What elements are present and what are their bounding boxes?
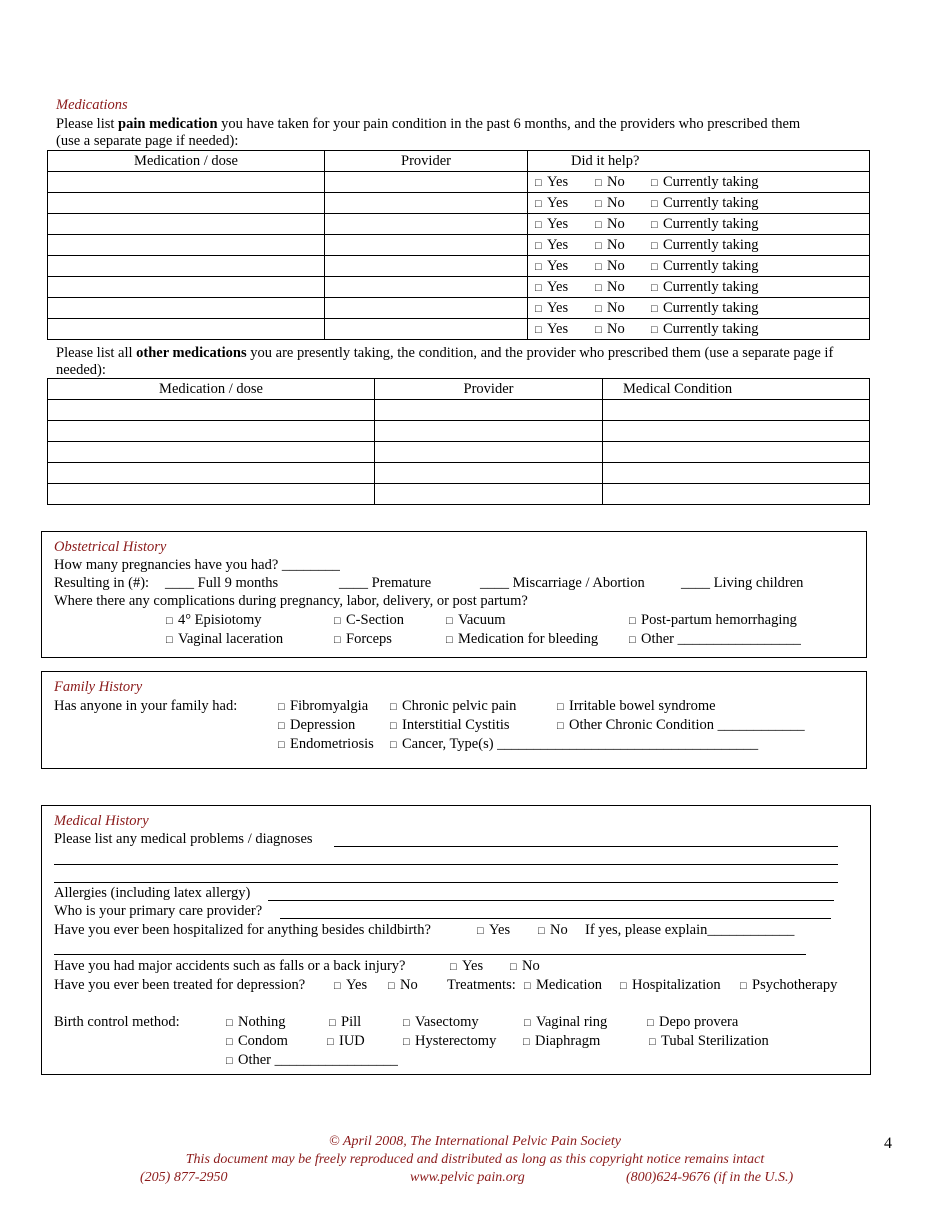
family-other-chronic[interactable]: □ Other Chronic Condition ____________ (557, 717, 805, 733)
help-currently-taking[interactable]: □ Currently taking (651, 172, 758, 193)
checkbox-icon[interactable]: □ (620, 980, 627, 992)
table-row (48, 421, 870, 442)
family-interstitial-cystitis[interactable]: □ Interstitial Cystitis (390, 717, 510, 733)
did-it-help-cell (528, 235, 870, 256)
pain-med-intro-line2: (use a separate page if needed): (56, 133, 239, 149)
checkbox-icon[interactable]: □ (446, 615, 453, 627)
table-row (48, 256, 870, 277)
provider-cell[interactable] (325, 214, 528, 235)
checkbox-icon[interactable]: □ (651, 177, 658, 189)
other-col-provider: Provider (375, 379, 603, 400)
checkbox-icon[interactable]: □ (557, 720, 564, 732)
medication-dose-cell[interactable] (48, 235, 325, 256)
table-row (48, 277, 870, 298)
medication-dose-cell[interactable] (48, 277, 325, 298)
help-yes[interactable]: □ Yes (535, 277, 568, 298)
family-chronic-pelvic-pain[interactable]: □ Chronic pelvic pain (390, 698, 517, 714)
treatment-hospitalization[interactable]: □ Hospitalization (620, 977, 721, 993)
checkbox-icon[interactable]: □ (595, 303, 602, 315)
complication-other[interactable]: □ Other _________________ (629, 631, 801, 647)
checkbox-icon[interactable]: □ (278, 701, 285, 713)
checkbox-icon[interactable]: □ (651, 261, 658, 273)
footer-notice: This document may be freely reproduced and distributed as long as this copyright notice remains intact (185, 1152, 765, 1167)
help-no[interactable]: □ No (595, 319, 625, 340)
complication-episiotomy[interactable]: □ 4° Episiotomy (166, 612, 262, 628)
help-yes[interactable]: □ Yes (535, 298, 568, 319)
provider-cell[interactable] (325, 298, 528, 319)
checkbox-icon[interactable]: □ (595, 240, 602, 252)
checkbox-icon[interactable]: □ (535, 177, 542, 189)
help-currently-taking[interactable]: □ Currently taking (651, 256, 758, 277)
family-title: Family History (54, 679, 143, 695)
checkbox-icon[interactable]: □ (595, 219, 602, 231)
complication-vacuum[interactable]: □ Vacuum (446, 612, 506, 628)
provider-cell[interactable] (325, 319, 528, 340)
help-currently-taking[interactable]: □ Currently taking (651, 319, 758, 340)
obstetrical-title: Obstetrical History (54, 539, 167, 555)
checkbox-icon[interactable]: □ (651, 303, 658, 315)
checkbox-icon[interactable]: □ (278, 739, 285, 751)
provider-cell[interactable] (375, 463, 603, 484)
checkbox-icon[interactable]: □ (595, 261, 602, 273)
treatment-medication[interactable]: □ Medication (524, 977, 603, 993)
checkbox-icon[interactable]: □ (403, 1017, 410, 1029)
checkbox-icon[interactable]: □ (651, 240, 658, 252)
help-no[interactable]: □ No (595, 172, 625, 193)
checkbox-icon[interactable]: □ (535, 219, 542, 231)
medication-dose-cell[interactable] (48, 256, 325, 277)
checkbox-icon[interactable]: □ (390, 701, 397, 713)
allergies-question: Allergies (including latex allergy) (54, 885, 251, 901)
checkbox-icon[interactable]: □ (524, 1017, 531, 1029)
checkbox-icon[interactable]: □ (388, 980, 395, 992)
medication-dose-cell[interactable] (48, 442, 375, 463)
checkbox-icon[interactable]: □ (535, 282, 542, 294)
depression-yes[interactable]: □ Yes (334, 977, 368, 993)
resulting-miscarriage[interactable]: ____ Miscarriage / Abortion (480, 575, 645, 591)
checkbox-icon[interactable]: □ (523, 1036, 530, 1048)
checkbox-icon[interactable]: □ (651, 219, 658, 231)
medication-dose-cell[interactable] (48, 319, 325, 340)
table-row (48, 463, 870, 484)
hospitalized-question: Have you ever been hospitalized for anything besides childbirth? (54, 922, 431, 938)
bc-other[interactable]: □ Other _________________ (226, 1052, 398, 1068)
medication-dose-cell[interactable] (48, 400, 375, 421)
accidents-no[interactable]: □ No (510, 958, 540, 974)
medical-condition-cell[interactable] (603, 463, 870, 484)
bc-iud[interactable]: □ IUD (327, 1033, 365, 1049)
footer-copyright: © April 2008, The International Pelvic Pain Society (329, 1134, 621, 1149)
other-col-medication: Medication / dose (48, 379, 375, 400)
pain-medication-table (47, 150, 870, 340)
checkbox-icon[interactable]: □ (535, 303, 542, 315)
did-it-help-cell (528, 319, 870, 340)
checkbox-icon[interactable]: □ (390, 720, 397, 732)
medical-condition-cell[interactable] (603, 442, 870, 463)
checkbox-icon[interactable]: □ (166, 634, 173, 646)
accidents-question: Have you had major accidents such as falls or a back injury? (54, 958, 406, 974)
table-row (48, 400, 870, 421)
table-row (48, 298, 870, 319)
checkbox-icon[interactable]: □ (651, 324, 658, 336)
bc-pill[interactable]: □ Pill (329, 1014, 362, 1030)
pregnancies-question[interactable]: How many pregnancies have you had? ________ (54, 557, 340, 573)
page-number: 4 (884, 1135, 892, 1152)
hospitalized-explain[interactable]: If yes, please explain____________ (585, 922, 795, 938)
help-no[interactable]: □ No (595, 256, 625, 277)
medical-condition-cell[interactable] (603, 484, 870, 505)
other-medication-table (47, 378, 870, 505)
depression-question: Have you ever been treated for depression? (54, 977, 306, 993)
checkbox-icon[interactable]: □ (278, 720, 285, 732)
pain-col-helped: Did it help? (528, 151, 870, 172)
bc-vaginal-ring[interactable]: □ Vaginal ring (524, 1014, 608, 1030)
checkbox-icon[interactable]: □ (595, 282, 602, 294)
medical-problems-line[interactable] (334, 846, 838, 847)
did-it-help-cell (528, 298, 870, 319)
help-no[interactable]: □ No (595, 193, 625, 214)
table-row (48, 193, 870, 214)
other-med-intro-line2: needed): (56, 362, 106, 378)
family-fibromyalgia[interactable]: □ Fibromyalgia (278, 698, 369, 714)
help-no[interactable]: □ No (595, 277, 625, 298)
medication-dose-cell[interactable] (48, 463, 375, 484)
family-question: Has anyone in your family had: (54, 698, 238, 714)
medication-dose-cell[interactable] (48, 214, 325, 235)
table-row (48, 214, 870, 235)
medication-dose-cell[interactable] (48, 484, 375, 505)
checkbox-icon[interactable]: □ (651, 282, 658, 294)
did-it-help-cell (528, 277, 870, 298)
help-no[interactable]: □ No (595, 235, 625, 256)
complication-forceps[interactable]: □ Forceps (334, 631, 392, 647)
provider-cell[interactable] (325, 256, 528, 277)
medical-condition-cell[interactable] (603, 421, 870, 442)
pcp-line[interactable] (280, 918, 831, 919)
other-med-intro: Please list all other medications you are presently taking, the condition, and the provider who prescribed them (use a separate page if (56, 345, 834, 361)
table-row (48, 235, 870, 256)
birth-control-label: Birth control method: (54, 1014, 180, 1030)
help-yes[interactable]: □ Yes (535, 319, 568, 340)
table-row (48, 319, 870, 340)
checkbox-icon[interactable]: □ (629, 615, 636, 627)
checkbox-icon[interactable]: □ (226, 1017, 233, 1029)
checkbox-icon[interactable]: □ (535, 324, 542, 336)
provider-cell[interactable] (375, 442, 603, 463)
did-it-help-cell (528, 193, 870, 214)
treatments-label: Treatments: (447, 977, 516, 993)
did-it-help-cell (528, 214, 870, 235)
checkbox-icon[interactable]: □ (535, 240, 542, 252)
checkbox-icon[interactable]: □ (535, 261, 542, 273)
checkbox-icon[interactable]: □ (477, 925, 484, 937)
medication-dose-cell[interactable] (48, 193, 325, 214)
bc-tubal-sterilization[interactable]: □ Tubal Sterilization (649, 1033, 769, 1049)
allergies-line[interactable] (268, 900, 834, 901)
help-no[interactable]: □ No (595, 298, 625, 319)
footer-website[interactable]: www.pelvic pain.org (410, 1170, 525, 1185)
medical-problems-line-2[interactable] (54, 864, 838, 865)
did-it-help-cell (528, 172, 870, 193)
bc-nothing[interactable]: □ Nothing (226, 1014, 286, 1030)
table-row (48, 172, 870, 193)
medication-dose-cell[interactable] (48, 172, 325, 193)
treatment-psychotherapy[interactable]: □ Psychotherapy (740, 977, 838, 993)
help-yes[interactable]: □ Yes (535, 214, 568, 235)
complication-laceration[interactable]: □ Vaginal laceration (166, 631, 284, 647)
provider-cell[interactable] (325, 193, 528, 214)
help-yes[interactable]: □ Yes (535, 172, 568, 193)
checkbox-icon[interactable]: □ (595, 177, 602, 189)
resulting-premature[interactable]: ____ Premature (339, 575, 432, 591)
accidents-yes[interactable]: □ Yes (450, 958, 484, 974)
checkbox-icon[interactable]: □ (226, 1055, 233, 1067)
footer-phone-local: (205) 877-2950 (140, 1170, 228, 1185)
checkbox-icon[interactable]: □ (327, 1036, 334, 1048)
checkbox-icon[interactable]: □ (595, 198, 602, 210)
bc-depo-provera[interactable]: □ Depo provera (647, 1014, 739, 1030)
medication-dose-cell[interactable] (48, 421, 375, 442)
resulting-full-term[interactable]: ____ Full 9 months (165, 575, 279, 591)
checkbox-icon[interactable]: □ (446, 634, 453, 646)
help-currently-taking[interactable]: □ Currently taking (651, 277, 758, 298)
family-endometriosis[interactable]: □ Endometriosis (278, 736, 374, 752)
resulting-label: Resulting in (#): (54, 575, 150, 591)
family-ibs[interactable]: □ Irritable bowel syndrome (557, 698, 716, 714)
checkbox-icon[interactable]: □ (595, 324, 602, 336)
hospitalized-yes[interactable]: □ Yes (477, 922, 511, 938)
pcp-question: Who is your primary care provider? (54, 903, 263, 919)
provider-cell[interactable] (375, 400, 603, 421)
help-currently-taking[interactable]: □ Currently taking (651, 298, 758, 319)
help-currently-taking[interactable]: □ Currently taking (651, 193, 758, 214)
medication-dose-cell[interactable] (48, 298, 325, 319)
provider-cell[interactable] (325, 235, 528, 256)
hospitalized-explain-line[interactable] (54, 954, 806, 955)
resulting-living-children[interactable]: ____ Living children (681, 575, 804, 591)
checkbox-icon[interactable]: □ (629, 634, 636, 646)
help-yes[interactable]: □ Yes (535, 193, 568, 214)
table-row (48, 484, 870, 505)
checkbox-icon[interactable]: □ (334, 980, 341, 992)
complication-medication-bleeding[interactable]: □ Medication for bleeding (446, 631, 599, 647)
checkbox-icon[interactable]: □ (649, 1036, 656, 1048)
table-row (48, 442, 870, 463)
medical-problems-line-3[interactable] (54, 882, 838, 883)
pain-col-provider: Provider (325, 151, 528, 172)
checkbox-icon[interactable]: □ (740, 980, 747, 992)
did-it-help-cell (528, 256, 870, 277)
provider-cell[interactable] (325, 172, 528, 193)
pain-med-intro: Please list pain medication you have taken for your pain condition in the past 6 months, and the providers who prescribed them (56, 116, 801, 132)
checkbox-icon[interactable]: □ (538, 925, 545, 937)
checkbox-icon[interactable]: □ (166, 615, 173, 627)
help-no[interactable]: □ No (595, 214, 625, 235)
bc-condom[interactable]: □ Condom (226, 1033, 288, 1049)
complication-hemorrhaging[interactable]: □ Post-partum hemorrhaging (629, 612, 797, 628)
help-yes[interactable]: □ Yes (535, 256, 568, 277)
checkbox-icon[interactable]: □ (334, 615, 341, 627)
complications-question: Where there any complications during pregnancy, labor, delivery, or post partum? (54, 593, 528, 609)
pain-col-medication: Medication / dose (48, 151, 325, 172)
checkbox-icon[interactable]: □ (557, 701, 564, 713)
medical-condition-cell[interactable] (603, 400, 870, 421)
medications-title: Medications (56, 97, 128, 113)
hospitalized-no[interactable]: □ No (538, 922, 568, 938)
checkbox-icon[interactable]: □ (390, 739, 397, 751)
checkbox-icon[interactable]: □ (226, 1036, 233, 1048)
family-depression[interactable]: □ Depression (278, 717, 356, 733)
help-yes[interactable]: □ Yes (535, 235, 568, 256)
checkbox-icon[interactable]: □ (535, 198, 542, 210)
checkbox-icon[interactable]: □ (334, 634, 341, 646)
checkbox-icon[interactable]: □ (403, 1036, 410, 1048)
complication-c-section[interactable]: □ C-Section (334, 612, 404, 628)
medical-problems-question: Please list any medical problems / diagnoses (54, 831, 313, 847)
checkbox-icon[interactable]: □ (524, 980, 531, 992)
bc-hysterectomy[interactable]: □ Hysterectomy (403, 1033, 497, 1049)
depression-no[interactable]: □ No (388, 977, 418, 993)
checkbox-icon[interactable]: □ (329, 1017, 336, 1029)
footer-phone-toll-free: (800)624-9676 (if in the U.S.) (626, 1170, 794, 1185)
provider-cell[interactable] (375, 484, 603, 505)
medical-title: Medical History (54, 813, 149, 829)
provider-cell[interactable] (375, 421, 603, 442)
provider-cell[interactable] (325, 277, 528, 298)
bc-diaphragm[interactable]: □ Diaphragm (523, 1033, 601, 1049)
checkbox-icon[interactable]: □ (450, 961, 457, 973)
help-currently-taking[interactable]: □ Currently taking (651, 235, 758, 256)
help-currently-taking[interactable]: □ Currently taking (651, 214, 758, 235)
family-cancer[interactable]: □ Cancer, Type(s) ____________________________________ (390, 736, 759, 752)
checkbox-icon[interactable]: □ (647, 1017, 654, 1029)
checkbox-icon[interactable]: □ (510, 961, 517, 973)
checkbox-icon[interactable]: □ (651, 198, 658, 210)
other-col-condition: Medical Condition (603, 379, 870, 400)
bc-vasectomy[interactable]: □ Vasectomy (403, 1014, 479, 1030)
